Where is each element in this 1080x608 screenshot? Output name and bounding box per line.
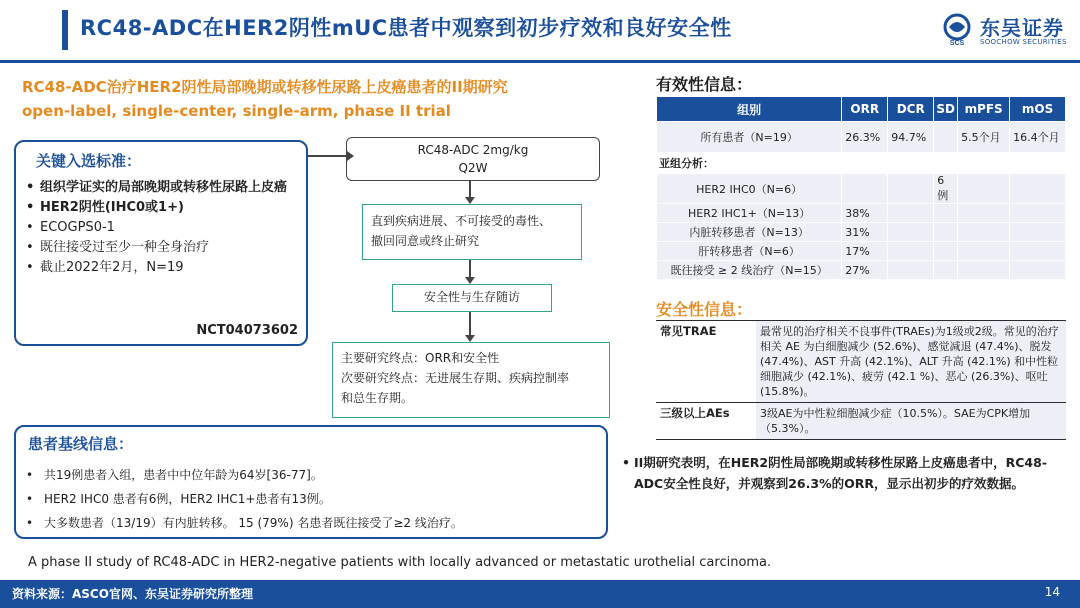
page-number: 14 bbox=[1044, 585, 1060, 599]
table-cell bbox=[958, 204, 1010, 223]
table-row bbox=[657, 204, 1066, 223]
dosing-line-2: Q2W bbox=[458, 161, 488, 175]
table-cell: 27% bbox=[842, 261, 888, 280]
table-row bbox=[657, 242, 1066, 261]
table-cell: 既往接受 ≥ 2 线治疗（N=15） bbox=[657, 261, 842, 280]
logo-name-cn: 东吴证券 bbox=[980, 16, 1064, 40]
table-cell bbox=[842, 174, 888, 204]
title-accent-bar bbox=[62, 10, 68, 50]
flow-arrow-down-icon bbox=[469, 181, 471, 198]
table-cell bbox=[958, 223, 1010, 242]
table-cell bbox=[934, 261, 958, 280]
source-note: 资料来源：ASCO官网、东吴证券研究所整理 bbox=[12, 587, 253, 601]
safety-table bbox=[656, 320, 1066, 440]
table-cell bbox=[958, 242, 1010, 261]
baseline-title: 患者基线信息： bbox=[28, 435, 134, 453]
inclusion-criteria-box bbox=[14, 140, 308, 346]
table-cell: 31% bbox=[842, 223, 888, 242]
table-cell: 所有患者（N=19） bbox=[657, 122, 842, 153]
table-row bbox=[656, 321, 1066, 403]
flow-arrow-down-icon bbox=[469, 260, 471, 278]
conclusion-body: II期研究表明，在HER2阴性局部晚期或转移性尿路上皮癌患者中，RC48-ADC安全性良好，并观察到26.3%的ORR，显示出初步的疗效数据。 bbox=[634, 455, 1048, 491]
efficacy-title: 有效性信息： bbox=[656, 75, 753, 94]
table-cell bbox=[934, 122, 958, 153]
safety-key: 常见TRAE bbox=[656, 321, 756, 403]
dosing-line-1: RC48-ADC 2mg/kg bbox=[417, 143, 529, 157]
table-row bbox=[656, 403, 1066, 440]
table-cell: HER2 IHC0（N=6） bbox=[657, 174, 842, 204]
english-caption: A phase II study of RC48-ADC in HER2-negative patients with locally advanced or metastatic urothelial carcinoma. bbox=[28, 555, 772, 570]
study-title: RC48-ADC治疗HER2阴性局部晚期或转移性尿路上皮癌患者的II期研究 bbox=[22, 78, 508, 96]
safety-value: 最常见的治疗相关不良事件(TRAEs)为1级或2级。常见的治疗相关 AE 为白细胞减少 (52.6%)、感觉减退 (47.4%)、脱发 (47.4%)、AST 升高 (42.1%)、ALT 升高 (42.1%) 和中性粒细胞减少 (42.1%)、疲劳 (42.1 %)、恶心 (26.3%)、呕吐 (15.8%)。 bbox=[756, 321, 1066, 403]
company-logo bbox=[940, 10, 1075, 50]
col-header: SD bbox=[934, 97, 958, 122]
table-cell bbox=[888, 261, 934, 280]
safety-title: 安全性信息： bbox=[656, 300, 753, 319]
table-row bbox=[657, 261, 1066, 280]
table-cell bbox=[888, 204, 934, 223]
title-divider bbox=[0, 60, 1080, 63]
table-cell bbox=[1010, 174, 1066, 204]
table-cell: 17% bbox=[842, 242, 888, 261]
title-bar bbox=[0, 0, 1080, 60]
table-cell bbox=[934, 204, 958, 223]
endpoint-line-2: 次要研究终点：无进展生存期、疾病控制率 bbox=[341, 371, 570, 385]
treatment-duration-box bbox=[362, 204, 582, 260]
inclusion-list bbox=[26, 178, 306, 278]
table-cell bbox=[1010, 261, 1066, 280]
table-row bbox=[657, 174, 1066, 204]
table-cell bbox=[1010, 204, 1066, 223]
endpoint-line-3: 和总生存期。 bbox=[341, 391, 414, 405]
baseline-item: • HER2 IHC0 患者有6例，HER2 IHC1+患者有13例。 bbox=[26, 487, 596, 511]
table-cell bbox=[1010, 223, 1066, 242]
duration-line-1: 直到疾病进展、不可接受的毒性、 bbox=[371, 214, 552, 228]
table-cell: 5.5个月 bbox=[958, 122, 1010, 153]
inclusion-item: • 截止2022年2月，N=19 bbox=[26, 258, 306, 278]
inclusion-item: • ECOGPS0-1 bbox=[26, 218, 306, 238]
inclusion-item: • HER2阴性(IHC0或1+) bbox=[26, 198, 306, 218]
table-cell: 肝转移患者（N=6） bbox=[657, 242, 842, 261]
table-cell bbox=[934, 223, 958, 242]
page-title: RC48-ADC在HER2阴性mUC患者中观察到初步疗效和良好安全性 bbox=[80, 16, 732, 40]
inclusion-item: • 组织学证实的局部晚期或转移性尿路上皮癌 bbox=[26, 178, 306, 198]
table-cell: 26.3% bbox=[842, 122, 888, 153]
table-cell: 94.7% bbox=[888, 122, 934, 153]
baseline-list bbox=[26, 463, 596, 535]
follow-up-box: 安全性与生存随访 bbox=[392, 284, 552, 312]
table-cell: 38% bbox=[842, 204, 888, 223]
safety-key: 三级以上AEs bbox=[656, 403, 756, 440]
study-design: open-label, single-center, single-arm, phase II trial bbox=[22, 102, 451, 120]
col-header: DCR bbox=[888, 97, 934, 122]
table-cell bbox=[888, 242, 934, 261]
logo-mark-icon bbox=[940, 12, 974, 46]
subgroup-label: 亚组分析： bbox=[657, 153, 1066, 174]
logo-name-en: SOOCHOW SECURITIES bbox=[980, 38, 1067, 46]
nct-number: NCT04073602 bbox=[196, 323, 298, 338]
baseline-item: • 大多数患者（13/19）有内脏转移。 15 (79%) 名患者既往接受了≥2 线治疗。 bbox=[26, 511, 596, 535]
endpoint-line-1: 主要研究终点：ORR和安全性 bbox=[341, 351, 500, 365]
table-row bbox=[657, 122, 1066, 153]
dosing-box bbox=[346, 137, 600, 181]
bullet-icon: • bbox=[622, 455, 630, 470]
table-cell: HER2 IHC1+（N=13） bbox=[657, 204, 842, 223]
col-header: 组别 bbox=[657, 97, 842, 122]
table-cell bbox=[1010, 242, 1066, 261]
conclusion-text bbox=[622, 452, 1064, 494]
col-header: mPFS bbox=[958, 97, 1010, 122]
table-cell bbox=[888, 174, 934, 204]
inclusion-title: 关键入选标准： bbox=[36, 152, 142, 170]
efficacy-table bbox=[656, 96, 1066, 280]
footer-bar bbox=[0, 580, 1080, 608]
subgroup-label-row bbox=[657, 153, 1066, 174]
safety-value: 3级AE为中性粒细胞减少症（10.5%）。SAE为CPK增加（5.3%）。 bbox=[756, 403, 1066, 440]
duration-line-2: 撤回同意或终止研究 bbox=[371, 234, 480, 248]
table-row bbox=[657, 223, 1066, 242]
table-cell: 16.4个月 bbox=[1010, 122, 1066, 153]
col-header: mOS bbox=[1010, 97, 1066, 122]
table-cell bbox=[934, 242, 958, 261]
flow-arrow-right-icon bbox=[308, 155, 348, 157]
table-cell: 6例 bbox=[934, 174, 958, 204]
baseline-info-box bbox=[14, 425, 608, 539]
logo-mark-text: SCS bbox=[949, 40, 965, 46]
baseline-item: • 共19例患者入组，患者中中位年龄为64岁[36-77]。 bbox=[26, 463, 596, 487]
table-cell bbox=[888, 223, 934, 242]
table-cell: 内脏转移患者（N=13） bbox=[657, 223, 842, 242]
flow-arrow-down-icon bbox=[469, 312, 471, 336]
endpoints-box bbox=[332, 342, 610, 418]
table-cell bbox=[958, 174, 1010, 204]
table-cell bbox=[958, 261, 1010, 280]
inclusion-item: • 既往接受过至少一种全身治疗 bbox=[26, 238, 306, 258]
col-header: ORR bbox=[842, 97, 888, 122]
efficacy-header-row bbox=[657, 97, 1066, 122]
